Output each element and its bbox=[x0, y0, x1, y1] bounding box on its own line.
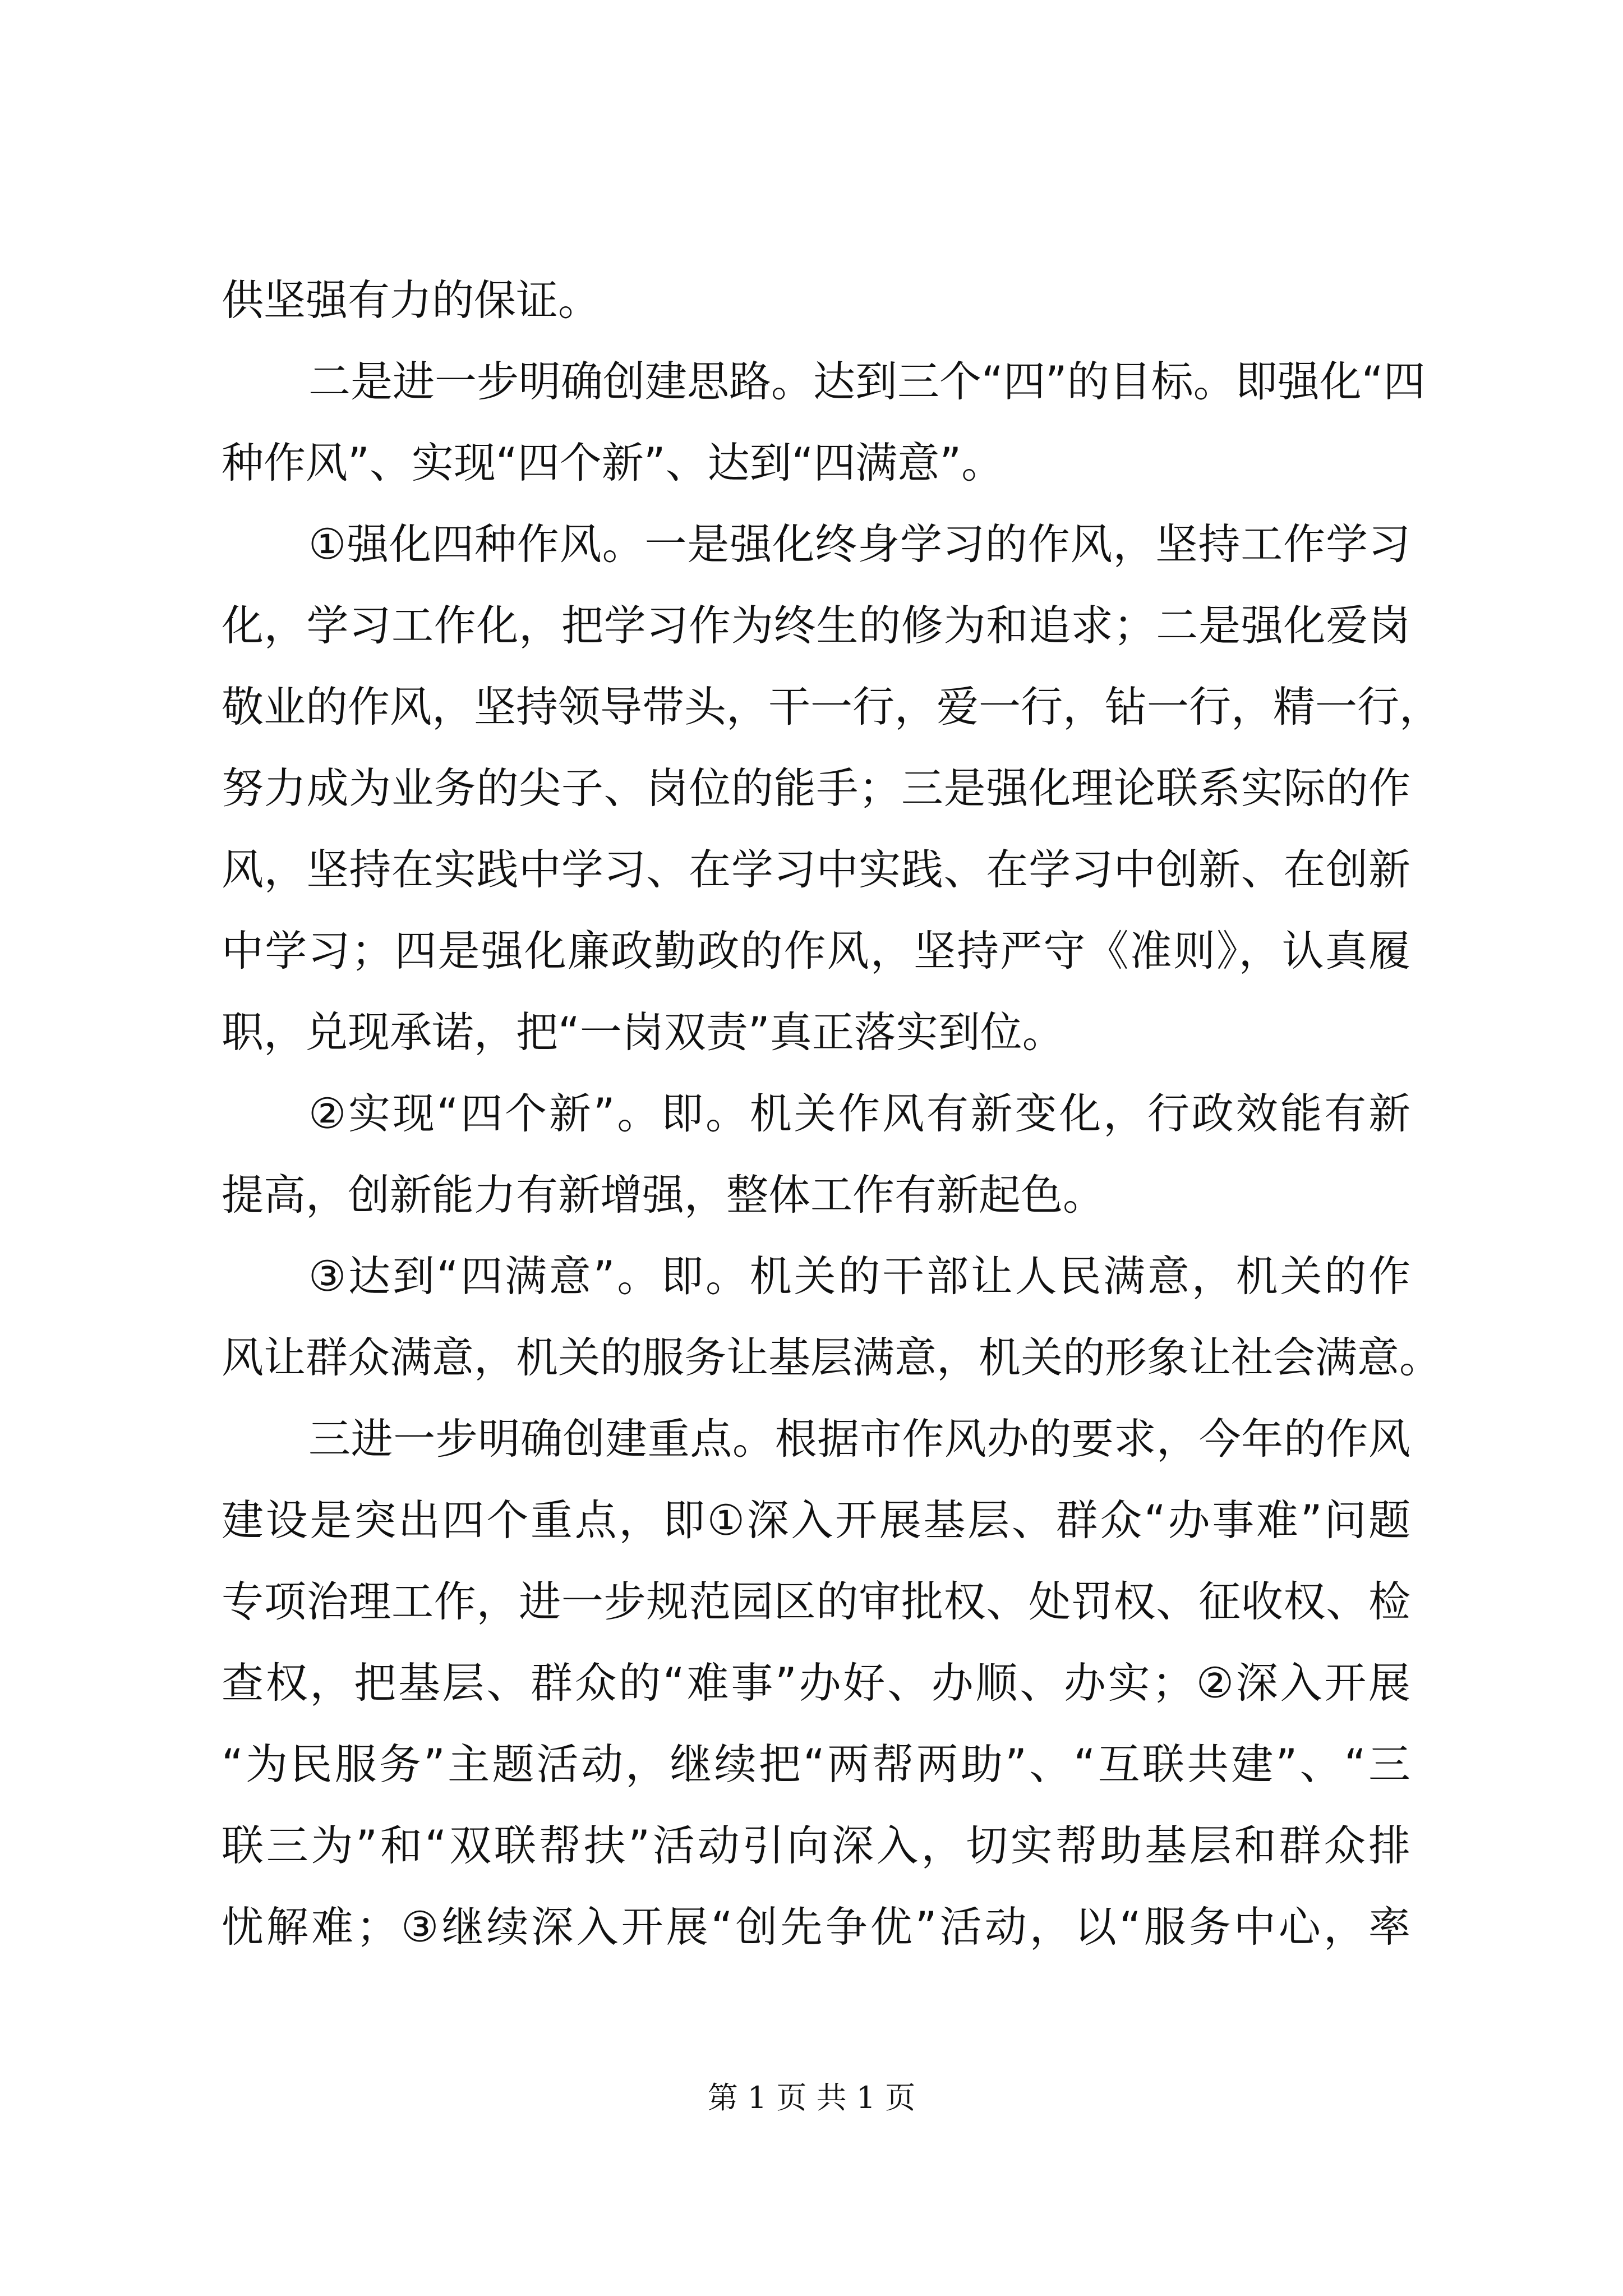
text-line-21: 忧解难；③继续深入开展“创先争优”活动，以“服务中心，率 bbox=[222, 1902, 1410, 1952]
text-line-11: ②实现“四个新”。即。机关作风有新变化，行政效能有新 bbox=[308, 1089, 1410, 1138]
text-line-12: 提高，创新能力有新增强，整体工作有新起色。 bbox=[222, 1170, 1105, 1220]
text-line-15: 三进一步明确创建重点。根据市作风办的要求，今年的作风 bbox=[308, 1414, 1410, 1464]
text-line-19: “为民服务”主题活动，继续把“两帮两助”、“互联共建”、“三 bbox=[222, 1740, 1410, 1789]
text-line-16: 建设是突出四个重点，即①深入开展基层、群众“办事难”问题 bbox=[222, 1496, 1410, 1545]
text-line-7: 努力成为业务的尖子、岗位的能手；三是强化理论联系实际的作 bbox=[222, 763, 1410, 813]
text-line-4: ①强化四种作风。一是强化终身学习的作风，坚持工作学习 bbox=[308, 519, 1410, 569]
text-line-18: 查权，把基层、群众的“难事”办好、办顺、办实；②深入开展 bbox=[222, 1658, 1410, 1708]
text-line-17: 专项治理工作，进一步规范园区的审批权、处罚权、征收权、检 bbox=[222, 1577, 1410, 1626]
text-line-2: 二是进一步明确创建思路。达到三个“四”的目标。即强化“四 bbox=[308, 357, 1426, 406]
text-line-8: 风，坚持在实践中学习、在学习中实践、在学习中创新、在创新 bbox=[222, 845, 1410, 894]
text-line-9: 中学习；四是强化廉政勤政的作风，坚持严守《准则》，认真履 bbox=[222, 926, 1410, 976]
text-line-1: 供坚强有力的保证。 bbox=[222, 275, 601, 325]
text-line-14: 风让群众满意，机关的服务让基层满意，机关的形象让社会满意。 bbox=[222, 1333, 1442, 1382]
text-line-5: 化，学习工作化，把学习作为终生的修为和追求；二是强化爱岗 bbox=[222, 601, 1410, 650]
page-footer: 第 1 页 共 1 页 bbox=[707, 2080, 916, 2115]
text-line-20: 联三为”和“双联帮扶”活动引向深入，切实帮助基层和群众排 bbox=[222, 1821, 1410, 1870]
text-line-10: 职，兑现承诺，把“一岗双责”真正落实到位。 bbox=[222, 1007, 1064, 1057]
text-line-13: ③达到“四满意”。即。机关的干部让人民满意，机关的作 bbox=[308, 1251, 1410, 1301]
text-line-6: 敬业的作风，坚持领导带头，干一行，爱一行，钻一行，精一行， bbox=[222, 682, 1442, 731]
text-line-3: 种作风”、实现“四个新”、达到“四满意”。 bbox=[222, 438, 1004, 487]
